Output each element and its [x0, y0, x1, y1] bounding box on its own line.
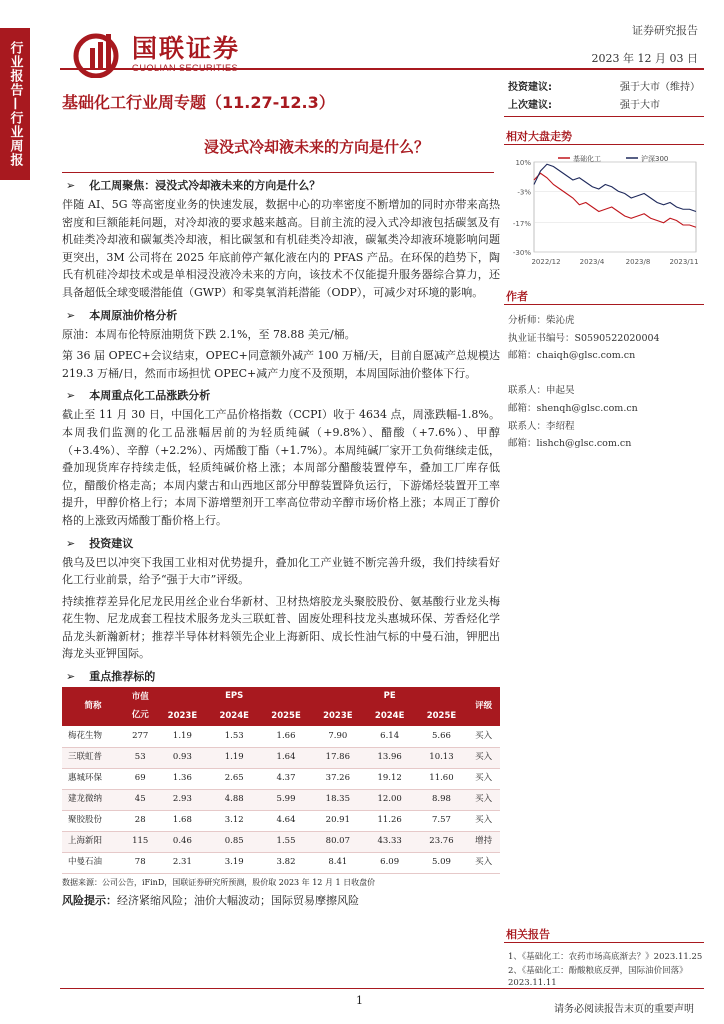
table-cell: 4.64	[260, 810, 312, 831]
related-report-item[interactable]: 2、《基础化工：酚酸粮底反弹，国际油价回落》	[508, 966, 688, 976]
table-cell: 53	[124, 747, 157, 768]
table-cell: 3.12	[208, 810, 260, 831]
investment-rating	[508, 78, 700, 93]
author-line: 邮箱：chaiqh@glsc.com.cn	[508, 350, 636, 362]
company-logo	[70, 30, 240, 78]
table-cell: 4.37	[260, 768, 312, 789]
table-cell: 20.91	[312, 810, 364, 831]
stock-name-cell: 中曼石油	[62, 852, 124, 873]
section-heading-text: 本周原油价格分析	[89, 308, 178, 322]
rating-divider	[504, 116, 704, 117]
section-heading	[62, 534, 500, 554]
body-paragraph: 俄乌及巴以冲突下我国工业相对优势提升，叠加化工产业链不断完善升级，我们持续看好化工行业前景，给予“强于大市”评级。	[62, 555, 500, 587]
stock-name-cell: 惠城环保	[62, 768, 124, 789]
table-cell: 43.33	[364, 831, 416, 852]
table-cell: 增持	[467, 831, 500, 852]
table-cell: 7.57	[416, 810, 468, 831]
related-reports-heading: 相关报告	[506, 928, 550, 941]
author-line: 分析师：柴沁虎	[508, 315, 575, 326]
table-cell: 1.55	[260, 831, 312, 852]
section-heading	[62, 306, 500, 326]
col-eps-header: EPS	[156, 687, 311, 707]
table-cell: 买入	[467, 726, 500, 747]
table-cell: 45	[124, 789, 157, 810]
author-line: 联系人：李绍程	[508, 420, 575, 432]
table-cell: 4.88	[208, 789, 260, 810]
year-header: 2024E	[364, 707, 416, 727]
report-subtitle: 浸没式冷却液未来的方向是什么？	[204, 138, 430, 156]
year-header: 2025E	[260, 707, 312, 727]
page-number: 1	[356, 994, 363, 1007]
table-cell: 6.14	[364, 726, 416, 747]
table-cell: 5.66	[416, 726, 468, 747]
y-tick-label: -3%	[517, 188, 531, 197]
relative-performance-chart	[504, 152, 704, 272]
x-tick-label: 2023/8	[625, 258, 651, 266]
table-cell: 13.96	[364, 747, 416, 768]
table-cell: 6.09	[364, 852, 416, 873]
table-cell: 0.93	[156, 747, 208, 768]
section-heading-text: 投资建议	[89, 536, 134, 550]
rating-label: 投资建议:	[508, 82, 552, 93]
stock-name-cell: 聚胶股份	[62, 810, 124, 831]
y-tick-label: 10%	[515, 159, 531, 167]
previous-rating	[508, 96, 660, 111]
chart-heading: 相对大盘走势	[506, 130, 572, 143]
section-heading	[62, 176, 500, 196]
related-report-item: 2023.11.11	[508, 978, 557, 988]
table-row	[62, 810, 500, 831]
side-category-tab: 行业报告—行业周报	[0, 28, 30, 180]
stock-name-cell: 三联虹普	[62, 747, 124, 768]
table-cell: 5.99	[260, 789, 312, 810]
body-paragraph: 伴随 AI、5G 等高密度业务的快速发展，数据中心的功率密度不断增加的同时亦带来高热密度和巨额能耗问题，对冷却液的要求越来越高。目前主流的浸入式冷却液包括碳氢及有机硅类冷却液和碳氟类冷却液，相比碳氢和有机硅类冷却液，碳氟类冷却液环境影响问题更突出，3M 公司将在 2025 年底前停产氟化液在内的 PFAS 产品。在环保的趋势下，陶氏有机硅冷却技术或是单相浸没液冷未来的方向，该技术不仅能提升服务器综合算力，还具备超低全球变暖潜能值（GWP）和零臭氧消耗潜能（ODP），可减少对环境的影响。	[62, 198, 500, 299]
table-row	[62, 747, 500, 768]
table-cell: 1.53	[208, 726, 260, 747]
table-row	[62, 789, 500, 810]
body-paragraph: 原油：本周布伦特原油期货下跌 2.1%，至 78.88 美元/桶。	[62, 327, 356, 341]
table-cell: 买入	[467, 768, 500, 789]
table-cell: 3.82	[260, 852, 312, 873]
table-cell: 19.12	[364, 768, 416, 789]
author-line: 邮箱：shenqh@glsc.com.cn	[508, 403, 638, 414]
table-cell: 0.46	[156, 831, 208, 852]
report-title: 基础化工行业周专题（11.27-12.3）	[62, 93, 335, 112]
section-heading-text: 化工周聚焦：浸没式冷却液未来的方向是什么？	[89, 179, 321, 192]
table-cell: 买入	[467, 852, 500, 873]
year-header: 2023E	[156, 707, 208, 727]
table-cell: 2.65	[208, 768, 260, 789]
table-cell: 37.26	[312, 768, 364, 789]
section-heading-text: 本周重点化工品涨跌分析	[89, 389, 211, 403]
risk-text: 经济紧缩风险；油价大幅波动；国际贸易摩擦风险	[117, 893, 359, 907]
chart-plot-frame	[534, 162, 696, 252]
source-note: 数据来源：公司公告，iFinD，国联证券研究所预测，股价取 2023 年 12 月 1 日收盘价	[62, 877, 376, 887]
footer-disclaimer: 请务必阅读报告末页的重要声明	[554, 1004, 694, 1015]
legend-label: 沪深300	[641, 155, 669, 163]
table-row	[62, 726, 500, 747]
author-heading-divider	[504, 304, 704, 305]
recommendation-table	[62, 687, 500, 874]
bullet-arrow-icon: ➢	[66, 179, 76, 192]
table-cell: 5.09	[416, 852, 468, 873]
table-cell: 8.98	[416, 789, 468, 810]
body-paragraph: 第 36 届 OPEC+会议结束，OPEC+同意额外减产 100 万桶/天，目前自愿减产总规模达 219.3 万桶/日，然而市场担忧 OPEC+减产力度不及预期，本周国际油价整体下行。	[62, 349, 500, 380]
section-heading-text: 重点推荐标的	[89, 670, 156, 684]
table-cell: 买入	[467, 810, 500, 831]
table-cell: 3.19	[208, 852, 260, 873]
body-paragraph: 持续推荐差异化尼龙民用丝企业台华新材、卫材热熔胶龙头聚胶股份、氨基酸行业龙头梅花生物、尼龙成套工程技术服务龙头三联虹普、固废处理科技龙头惠城环保、芳香烃化学品龙头新瀚新材；推荐半导体材料领先企业上海新阳、成长性油气标的中曼石油，钾肥出海龙头亚钾国际。	[62, 594, 500, 661]
report-date: 2023 年 12 月 03 日	[591, 52, 698, 65]
table-cell: 10.13	[416, 747, 468, 768]
risk-label: 风险提示：	[62, 893, 117, 907]
bullet-arrow-icon: ➢	[66, 389, 76, 403]
table-cell: 2.31	[156, 852, 208, 873]
table-cell: 1.68	[156, 810, 208, 831]
col-rating-header: 评级	[467, 687, 500, 726]
bullet-arrow-icon: ➢	[66, 308, 76, 322]
table-row	[62, 831, 500, 852]
table-cell: 69	[124, 768, 157, 789]
table-cell: 80.07	[312, 831, 364, 852]
table-cell: 8.41	[312, 852, 364, 873]
table-cell: 23.76	[416, 831, 468, 852]
risk-warning	[62, 892, 500, 910]
year-header: 2025E	[416, 707, 468, 727]
y-tick-label: -17%	[512, 219, 531, 228]
table-cell: 1.36	[156, 768, 208, 789]
series-line-chemical	[534, 173, 696, 227]
table-cell: 18.35	[312, 789, 364, 810]
table-row	[62, 768, 500, 789]
table-cell: 1.64	[260, 747, 312, 768]
col-name-header: 简称	[62, 687, 124, 726]
section-heading	[62, 386, 500, 406]
chart-heading-divider	[504, 144, 704, 145]
footer-divider	[60, 988, 704, 989]
col-mcap-header: 市值 亿元	[124, 687, 157, 726]
table-cell: 7.90	[312, 726, 364, 747]
table-cell: 17.86	[312, 747, 364, 768]
table-cell: 买入	[467, 789, 500, 810]
bullet-arrow-icon: ➢	[66, 670, 76, 684]
table-cell: 277	[124, 726, 157, 747]
table-cell: 2.93	[156, 789, 208, 810]
author-line: 执业证书编号：S0590522020004	[508, 332, 660, 344]
rating-value: 强于大市（维持）	[620, 82, 700, 93]
table-cell: 0.85	[208, 831, 260, 852]
bullet-arrow-icon: ➢	[66, 536, 76, 550]
author-line: 联系人：申起昊	[508, 385, 575, 397]
logo-name-cn: 国联证券	[132, 34, 241, 63]
document-type: 证券研究报告	[632, 24, 698, 37]
stock-name-cell: 建龙微纳	[62, 789, 124, 810]
table-cell: 12.00	[364, 789, 416, 810]
col-pe-header: PE	[312, 687, 467, 707]
body-paragraph: 截止至 11 月 30 日，中国化工产品价格指数（CCPI）收于 4634 点，周涨跌幅-1.8%。本周我们监测的化工品涨幅居前的为轻质纯碱（+9.8%）、醋酸（+7.6%）、甲醇（+3.4%）、辛醇（+2.2%）、丙烯酸丁酯（+1.7%）。本周纯碱厂家开工负荷继续走低，叠加现货库存持续走低，轻质纯碱价格上涨；本周部分醋酸装置停车，叠加工厂库存低位，醋酸价格走高；本周内蒙古和山西地区部分甲醇装置降负运行，下游烯烃装置开工率提升，甲醇价格上行；本周下游增塑剂开工率高位带动辛醇市场价格上涨；本周正丁醇价格的上涨致丙烯酸丁酯价格上行。	[62, 408, 500, 527]
table-cell: 11.60	[416, 768, 468, 789]
stock-name-cell: 上海新阳	[62, 831, 124, 852]
header-divider	[60, 68, 704, 70]
related-report-item[interactable]: 1、《基础化工：农药市场高底渐去？》2023.11.25	[508, 952, 703, 962]
x-tick-label: 2023/4	[579, 258, 605, 266]
logo-mark-icon	[70, 30, 126, 78]
table-cell: 115	[124, 831, 157, 852]
table-cell: 1.66	[260, 726, 312, 747]
table-cell: 1.19	[208, 747, 260, 768]
main-content	[62, 176, 500, 909]
year-header: 2024E	[208, 707, 260, 727]
year-header: 2023E	[312, 707, 364, 727]
author-line: 邮箱：lishch@glsc.com.cn	[508, 438, 632, 450]
legend-label: 基础化工	[573, 155, 601, 163]
table-cell: 买入	[467, 747, 500, 768]
section-heading	[62, 667, 500, 687]
previous-rating-value: 强于大市	[620, 100, 660, 111]
stock-name-cell: 梅花生物	[62, 726, 124, 747]
related-heading-divider	[504, 942, 704, 943]
author-heading: 作者	[506, 290, 528, 303]
previous-rating-label: 上次建议:	[508, 100, 552, 111]
table-cell: 11.26	[364, 810, 416, 831]
table-cell: 28	[124, 810, 157, 831]
table-cell: 1.19	[156, 726, 208, 747]
title-divider	[62, 172, 494, 173]
x-tick-label: 2023/11	[669, 258, 699, 266]
x-tick-label: 2022/12	[531, 258, 561, 266]
table-row	[62, 852, 500, 873]
table-cell: 78	[124, 852, 157, 873]
y-tick-label: -30%	[512, 249, 531, 257]
